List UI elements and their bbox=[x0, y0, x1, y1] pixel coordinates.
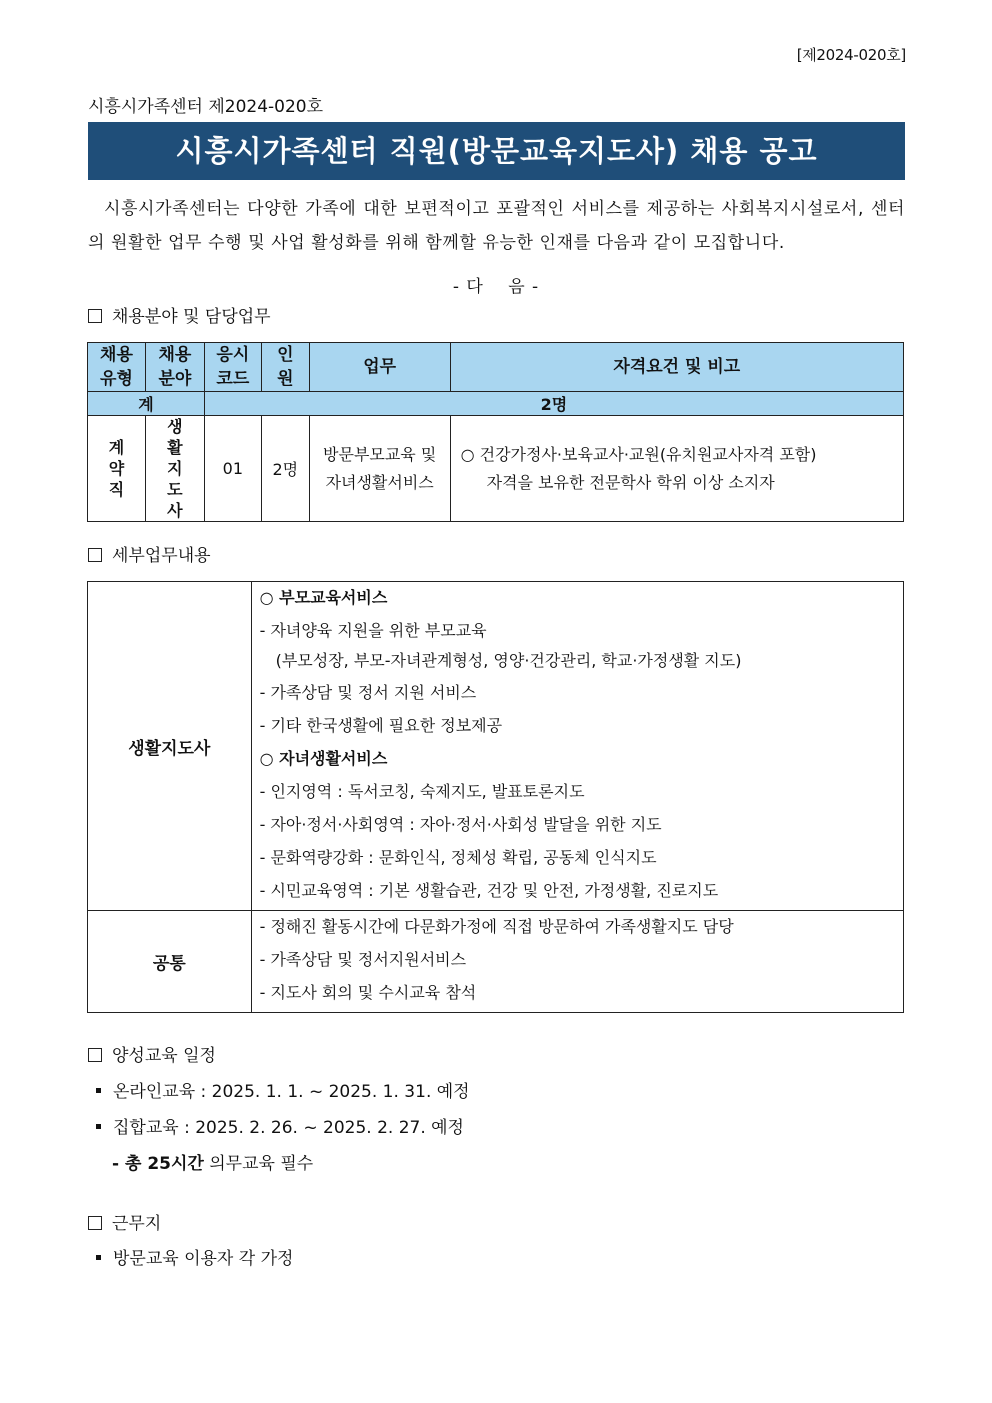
section-title: 양성교육 일정 bbox=[112, 1046, 216, 1066]
document-number: 시흥시가족센터 제2024-020호 bbox=[88, 97, 324, 117]
bullet-square-icon bbox=[96, 1124, 101, 1129]
bullet-square-icon bbox=[96, 1088, 101, 1093]
list-item: - 지도사 회의 및 수시교육 참석 bbox=[259, 983, 477, 1002]
header-qual: 자격요건 및 비고 bbox=[450, 343, 903, 392]
recruit-table bbox=[87, 342, 904, 522]
sum-value: 2명 bbox=[204, 392, 903, 416]
header-type: 채용 유형 bbox=[88, 343, 146, 392]
life-guide-content bbox=[251, 582, 903, 911]
cell-count: 2명 bbox=[261, 416, 309, 522]
dasum-heading: - 다 음 - bbox=[452, 277, 540, 297]
document-number-top: [제2024-020호] bbox=[796, 46, 906, 64]
list-item: - 가족상담 및 정서지원서비스 bbox=[259, 950, 467, 969]
header-task: 업무 bbox=[309, 343, 450, 392]
training-note: - 총 25시간 의무교육 필수 bbox=[112, 1154, 314, 1174]
list-item: 집합교육 : 2025. 2. 26. ~ 2025. 2. 27. 예정 bbox=[96, 1113, 464, 1138]
detail-table bbox=[87, 581, 904, 1013]
checkbox-square-icon bbox=[88, 1216, 102, 1230]
section-training bbox=[88, 1041, 216, 1066]
section-title: 세부업무내용 bbox=[112, 546, 211, 566]
section-recruit-field bbox=[88, 302, 271, 327]
list-item: - 자아·정서·사회영역 : 자아·정서·사회성 발달을 위한 지도 bbox=[259, 815, 662, 834]
common-label: 공통 bbox=[88, 911, 252, 1013]
bullet-square-icon bbox=[96, 1255, 101, 1260]
cell-code: 01 bbox=[204, 416, 261, 522]
sum-label: 계 bbox=[88, 392, 205, 416]
list-item: - 시민교육영역 : 기본 생활습관, 건강 및 안전, 가정생활, 진로지도 bbox=[259, 881, 719, 900]
intro-paragraph: 시흥시가족센터는 다양한 가족에 대한 보편적이고 포괄적인 서비스를 제공하는 사회복지시설로서, 센터의 원활한 업무 수행 및 사업 활성화를 위해 함께할 유능한 인재를 다음과 같이 모집합니다. bbox=[88, 199, 905, 253]
list-item: (부모성장, 부모-자녀관계형성, 영양·건강관리, 학교·가정생활 지도) bbox=[275, 651, 742, 670]
list-item: - 인지영역 : 독서코칭, 숙제지도, 발표토론지도 bbox=[259, 782, 585, 801]
list-item: - 문화역량강화 : 문화인식, 정체성 확립, 공동체 인식지도 bbox=[259, 848, 657, 867]
checkbox-square-icon bbox=[88, 309, 102, 323]
cell-qualification: ○ 건강가정사·보육교사·교원(유치원교사자격 포함) 자격을 보유한 전문학사 학위 이상 소지자 bbox=[450, 416, 903, 522]
cell-type: 계 약 직 bbox=[88, 416, 146, 522]
list-item: - 자녀양육 지원을 위한 부모교육 bbox=[259, 621, 487, 640]
list-item: - 기타 한국생활에 필요한 정보제공 bbox=[259, 716, 503, 735]
list-item: 방문교육 이용자 각 가정 bbox=[96, 1244, 293, 1269]
header-field: 채용 분야 bbox=[145, 343, 204, 392]
section-detail-tasks bbox=[88, 541, 211, 566]
cell-field: 생 활 지 도 사 bbox=[145, 416, 204, 522]
table-header-row bbox=[88, 343, 904, 392]
section-title: 채용분야 및 담당업무 bbox=[112, 307, 271, 327]
section-title: 근무지 bbox=[112, 1214, 162, 1234]
list-item: ○ 부모교육서비스 bbox=[259, 588, 388, 607]
table-row bbox=[88, 416, 904, 522]
header-code: 응시 코드 bbox=[204, 343, 261, 392]
list-item: 온라인교육 : 2025. 1. 1. ~ 2025. 1. 31. 예정 bbox=[96, 1077, 470, 1102]
checkbox-square-icon bbox=[88, 1048, 102, 1062]
cell-task: 방문부모교육 및 자녀생활서비스 bbox=[309, 416, 450, 522]
table-row bbox=[88, 911, 904, 1013]
page-title: 시흥시가족센터 직원(방문교육지도사) 채용 공고 bbox=[88, 122, 905, 180]
list-item: ○ 자녀생활서비스 bbox=[259, 749, 388, 768]
table-sum-row bbox=[88, 392, 904, 416]
checkbox-square-icon bbox=[88, 548, 102, 562]
list-item: - 가족상담 및 정서 지원 서비스 bbox=[259, 683, 477, 702]
section-workplace bbox=[88, 1209, 161, 1234]
list-item: - 정해진 활동시간에 다문화가정에 직접 방문하여 가족생활지도 담당 bbox=[259, 917, 734, 936]
life-guide-label: 생활지도사 bbox=[88, 582, 252, 911]
common-content bbox=[251, 911, 903, 1013]
table-row bbox=[88, 582, 904, 911]
header-count: 인 원 bbox=[261, 343, 309, 392]
